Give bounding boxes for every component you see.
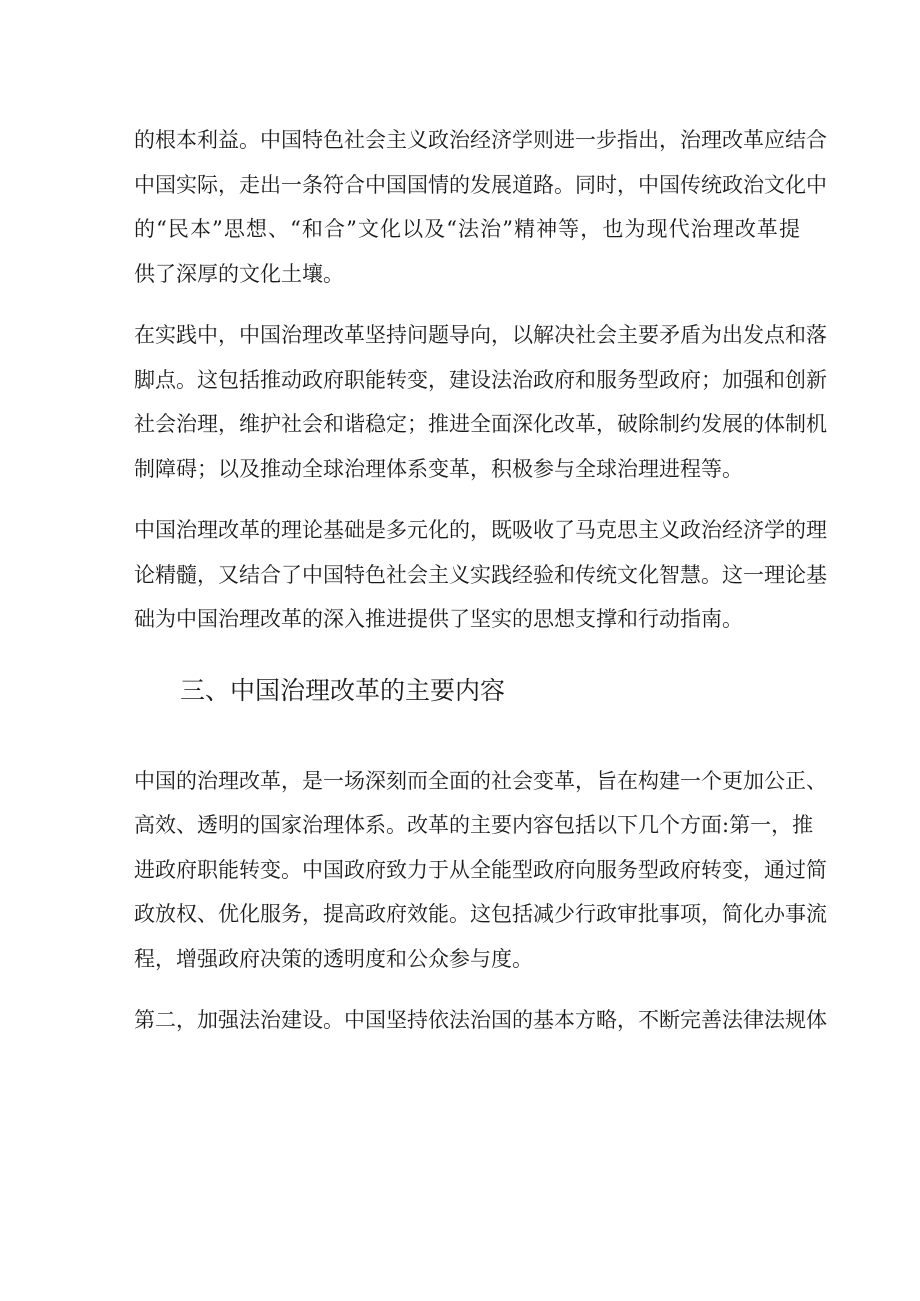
document-body (134, 118, 827, 1060)
text-line: 脚点。这包括推动政府职能转变，建设法治政府和服务型政府；加强和创新 (134, 367, 827, 392)
section-heading: 三、中国治理改革的主要内容 (180, 675, 506, 705)
text-line: 程，增强政府决策的透明度和公众参与度。 (134, 946, 533, 971)
text-line: 论精髓，又结合了中国特色社会主义实践经验和传统文化智慧。这一理论基 (134, 562, 827, 587)
paragraph-practice (134, 313, 827, 491)
text-line: 中国的治理改革，是一场深刻而全面的社会变革，旨在构建一个更加公正、 (134, 768, 827, 793)
paragraph-theory-summary (134, 508, 827, 642)
text-line: 政放权、优化服务，提高政府效能。这包括减少行政审批事项，简化办事流 (134, 902, 827, 926)
text-line: 础为中国治理改革的深入推进提供了坚实的思想支撑和行动指南。 (134, 607, 743, 631)
text-line: 进政府职能转变。中国政府致力于从全能型政府向服务型政府转变，通过简 (134, 857, 827, 882)
text-line: 的“民本”思想、“和合”文化以及“法治”精神等，也为现代治理改革提 (134, 217, 800, 241)
text-line: 第二，加强法治建设。中国坚持依法治国的基本方略，不断完善法律法规体 (134, 1008, 827, 1032)
paragraph-main-content (134, 759, 827, 982)
text-line: 社会治理，维护社会和谐稳定；推进全面深化改革，破除制约发展的体制机 (134, 412, 827, 436)
text-line: 制障碍；以及推动全球治理体系变革，积极参与全球治理进程等。 (134, 456, 743, 481)
paragraph-theory-basis (134, 118, 827, 296)
paragraph-rule-of-law (134, 998, 827, 1043)
text-line: 高效、透明的国家治理体系。改革的主要内容包括以下几个方面:第一，推 (134, 813, 814, 837)
text-line: 在实践中，中国治理改革坚持问题导向，以解决社会主要矛盾为出发点和落 (134, 323, 827, 347)
text-line: 供了深厚的文化土壤。 (134, 261, 344, 286)
text-line: 中国治理改革的理论基础是多元化的，既吸收了马克思主义政治经济学的理 (134, 518, 827, 542)
text-line: 中国实际，走出一条符合中国国情的发展道路。同时，中国传统政治文化中 (134, 172, 827, 197)
text-line: 的根本利益。中国特色社会主义政治经济学则进一步指出，治理改革应结合 (134, 128, 827, 152)
